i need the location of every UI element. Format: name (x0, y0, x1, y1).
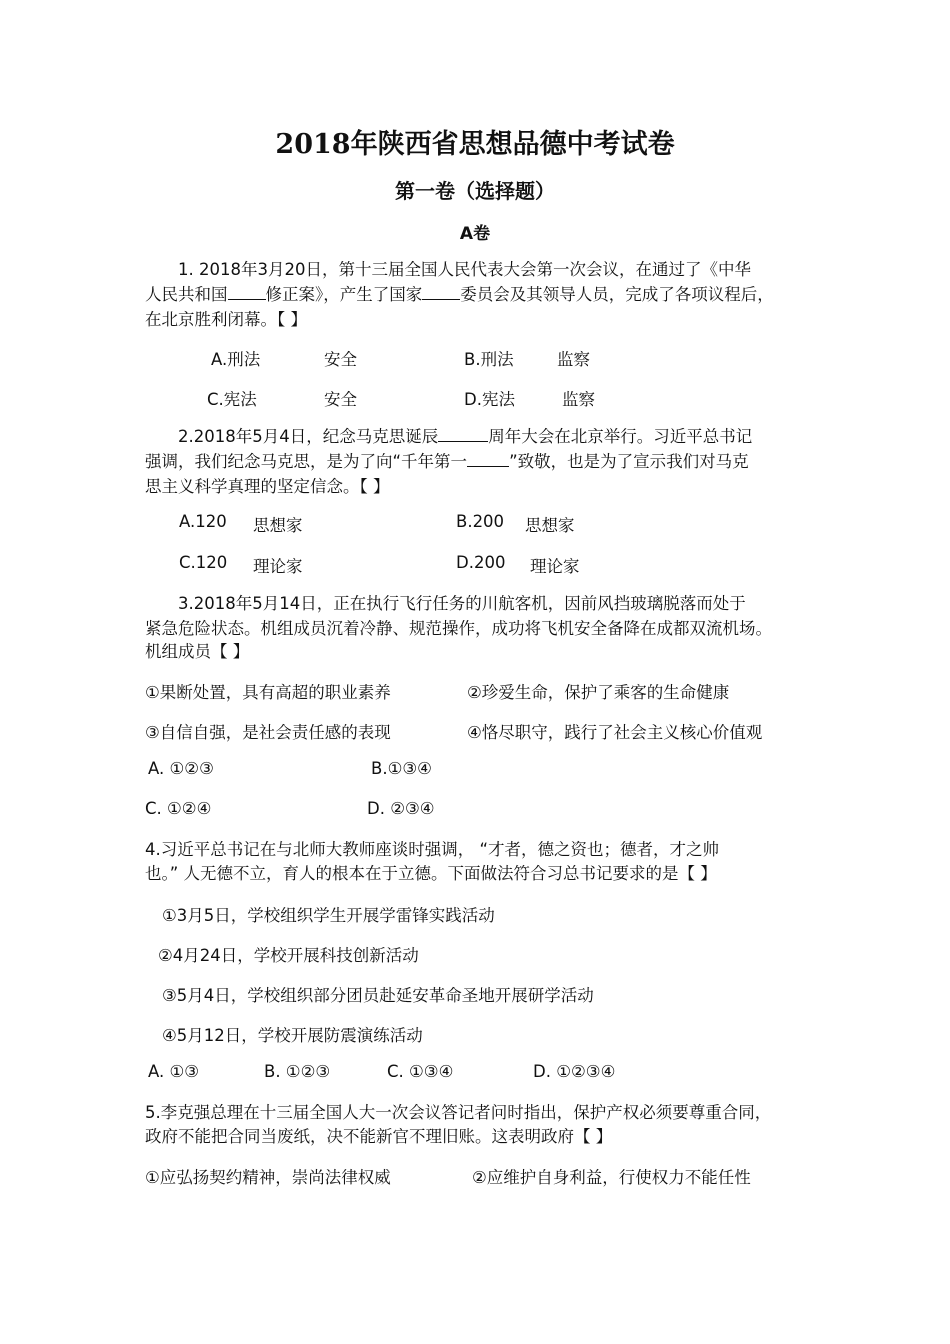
q3-line-2: 紧急危险状态。机组成员沉着冷静、规范操作，成功将飞机安全备降在成都双流机场。 (145, 619, 772, 638)
q1-line-2 (145, 283, 815, 307)
q5-line-1: 5.李克强总理在十三届全国人大一次会议答记者问时指出，保护产权必须要尊重合同， (145, 1103, 772, 1122)
q3-item-2: ②珍爱生命，保护了乘客的生命健康 (467, 683, 730, 702)
q4-option-c: C. ①③④ (387, 1062, 454, 1081)
section-heading: A卷 (459, 224, 491, 244)
q1-blank-1 (228, 285, 266, 300)
q5-item-1: ①应弘扬契约精神，崇尚法律权威 (145, 1168, 391, 1187)
q4-item-4: ④5月12日，学校开展防震演练活动 (162, 1026, 423, 1045)
q3-item-1: ①果断处置，具有高超的职业素养 (145, 683, 391, 702)
q2-text: 强调，我们纪念马克思，是为了向“千年第一 (145, 452, 468, 471)
q4-line-1: 4.习近平总书记在与北师大教师座谈时强调， “才者，德之资也；德者，才之帅 (145, 840, 720, 859)
q2-text: 2.2018年5月4日，纪念马克思诞辰 (178, 427, 439, 446)
q5-item-2: ②应维护自身利益，行使权力不能任性 (472, 1168, 751, 1187)
q2-option-d-text: 理论家 (530, 557, 580, 576)
q2-blank-1 (438, 427, 488, 442)
q3-option-c: C. ①②④ (145, 799, 212, 818)
q1-text: 修正案》，产生了国家 (265, 285, 423, 304)
q5-line-2: 政府不能把合同当废纸，决不能新官不理旧账。这表明政府【 】 (145, 1127, 613, 1146)
q3-option-b: B.①③④ (371, 759, 432, 778)
q1-line-3: 在北京胜利闭幕。【 】 (145, 310, 307, 329)
q1-option-c-text: 安全 (324, 390, 357, 409)
q3-item-4: ④恪尽职守，践行了社会主义核心价值观 (467, 723, 763, 742)
q2-option-a: A.120 (179, 512, 227, 531)
q1-option-a: A.刑法 (211, 350, 261, 369)
q2-text: 周年大会在北京举行。习近平总书记 (488, 427, 753, 446)
q4-line-2: 也。” 人无德不立，育人的根本在于立德。下面做法符合习总书记要求的是【 】 (145, 864, 717, 883)
q4-option-a: A. ①③ (148, 1062, 200, 1081)
q4-item-1: ①3月5日，学校组织学生开展学雷锋实践活动 (162, 906, 495, 925)
q2-option-c: C.120 (179, 553, 228, 572)
q1-blank-2 (422, 285, 460, 300)
q1-option-d: D.宪法 (464, 390, 515, 409)
q1-option-c: C.宪法 (207, 390, 257, 409)
q3-item-3: ③自信自强，是社会责任感的表现 (145, 723, 391, 742)
q2-option-b: B.200 (456, 512, 505, 531)
q2-option-d: D.200 (456, 553, 506, 572)
q2-line-3: 思主义科学真理的坚定信念。【 】 (145, 477, 390, 496)
q2-line-1 (178, 425, 848, 449)
q1-option-a-text: 安全 (324, 350, 357, 369)
q3-option-d: D. ②③④ (367, 799, 435, 818)
q2-text: ”致敬，也是为了宣示我们对马克 (509, 452, 749, 471)
q3-line-3: 机组成员【 】 (145, 642, 250, 661)
q4-option-b: B. ①②③ (264, 1062, 331, 1081)
q1-text: 人民共和国 (145, 285, 228, 304)
q1-text: 委员会及其领导人员，完成了各项议程后， (460, 285, 774, 304)
q4-item-3: ③5月4日，学校组织部分团员赴延安革命圣地开展研学活动 (162, 986, 594, 1005)
q3-option-a: A. ①②③ (148, 759, 214, 778)
q1-option-d-text: 监察 (562, 390, 595, 409)
q1-line-1: 1. 2018年3月20日，第十三届全国人民代表大会第一次会议，在通过了《中华 (178, 260, 751, 279)
page-subtitle: 第一卷（选择题） (395, 179, 555, 203)
q4-item-2: ②4月24日，学校开展科技创新活动 (158, 946, 419, 965)
q1-option-b-text: 监察 (557, 350, 590, 369)
q2-option-c-text: 理论家 (253, 557, 303, 576)
q2-line-2 (145, 450, 815, 474)
q3-line-1: 3.2018年5月14日，正在执行飞行任务的川航客机，因前风挡玻璃脱落而处于 (178, 594, 746, 613)
q2-option-a-text: 思想家 (253, 516, 303, 535)
q2-option-b-text: 思想家 (525, 516, 575, 535)
q1-option-b: B.刑法 (464, 350, 514, 369)
q4-option-d: D. ①②③④ (533, 1062, 616, 1081)
q2-blank-2 (467, 452, 509, 467)
page-title: 2018年陕西省思想品德中考试卷 (275, 129, 675, 160)
